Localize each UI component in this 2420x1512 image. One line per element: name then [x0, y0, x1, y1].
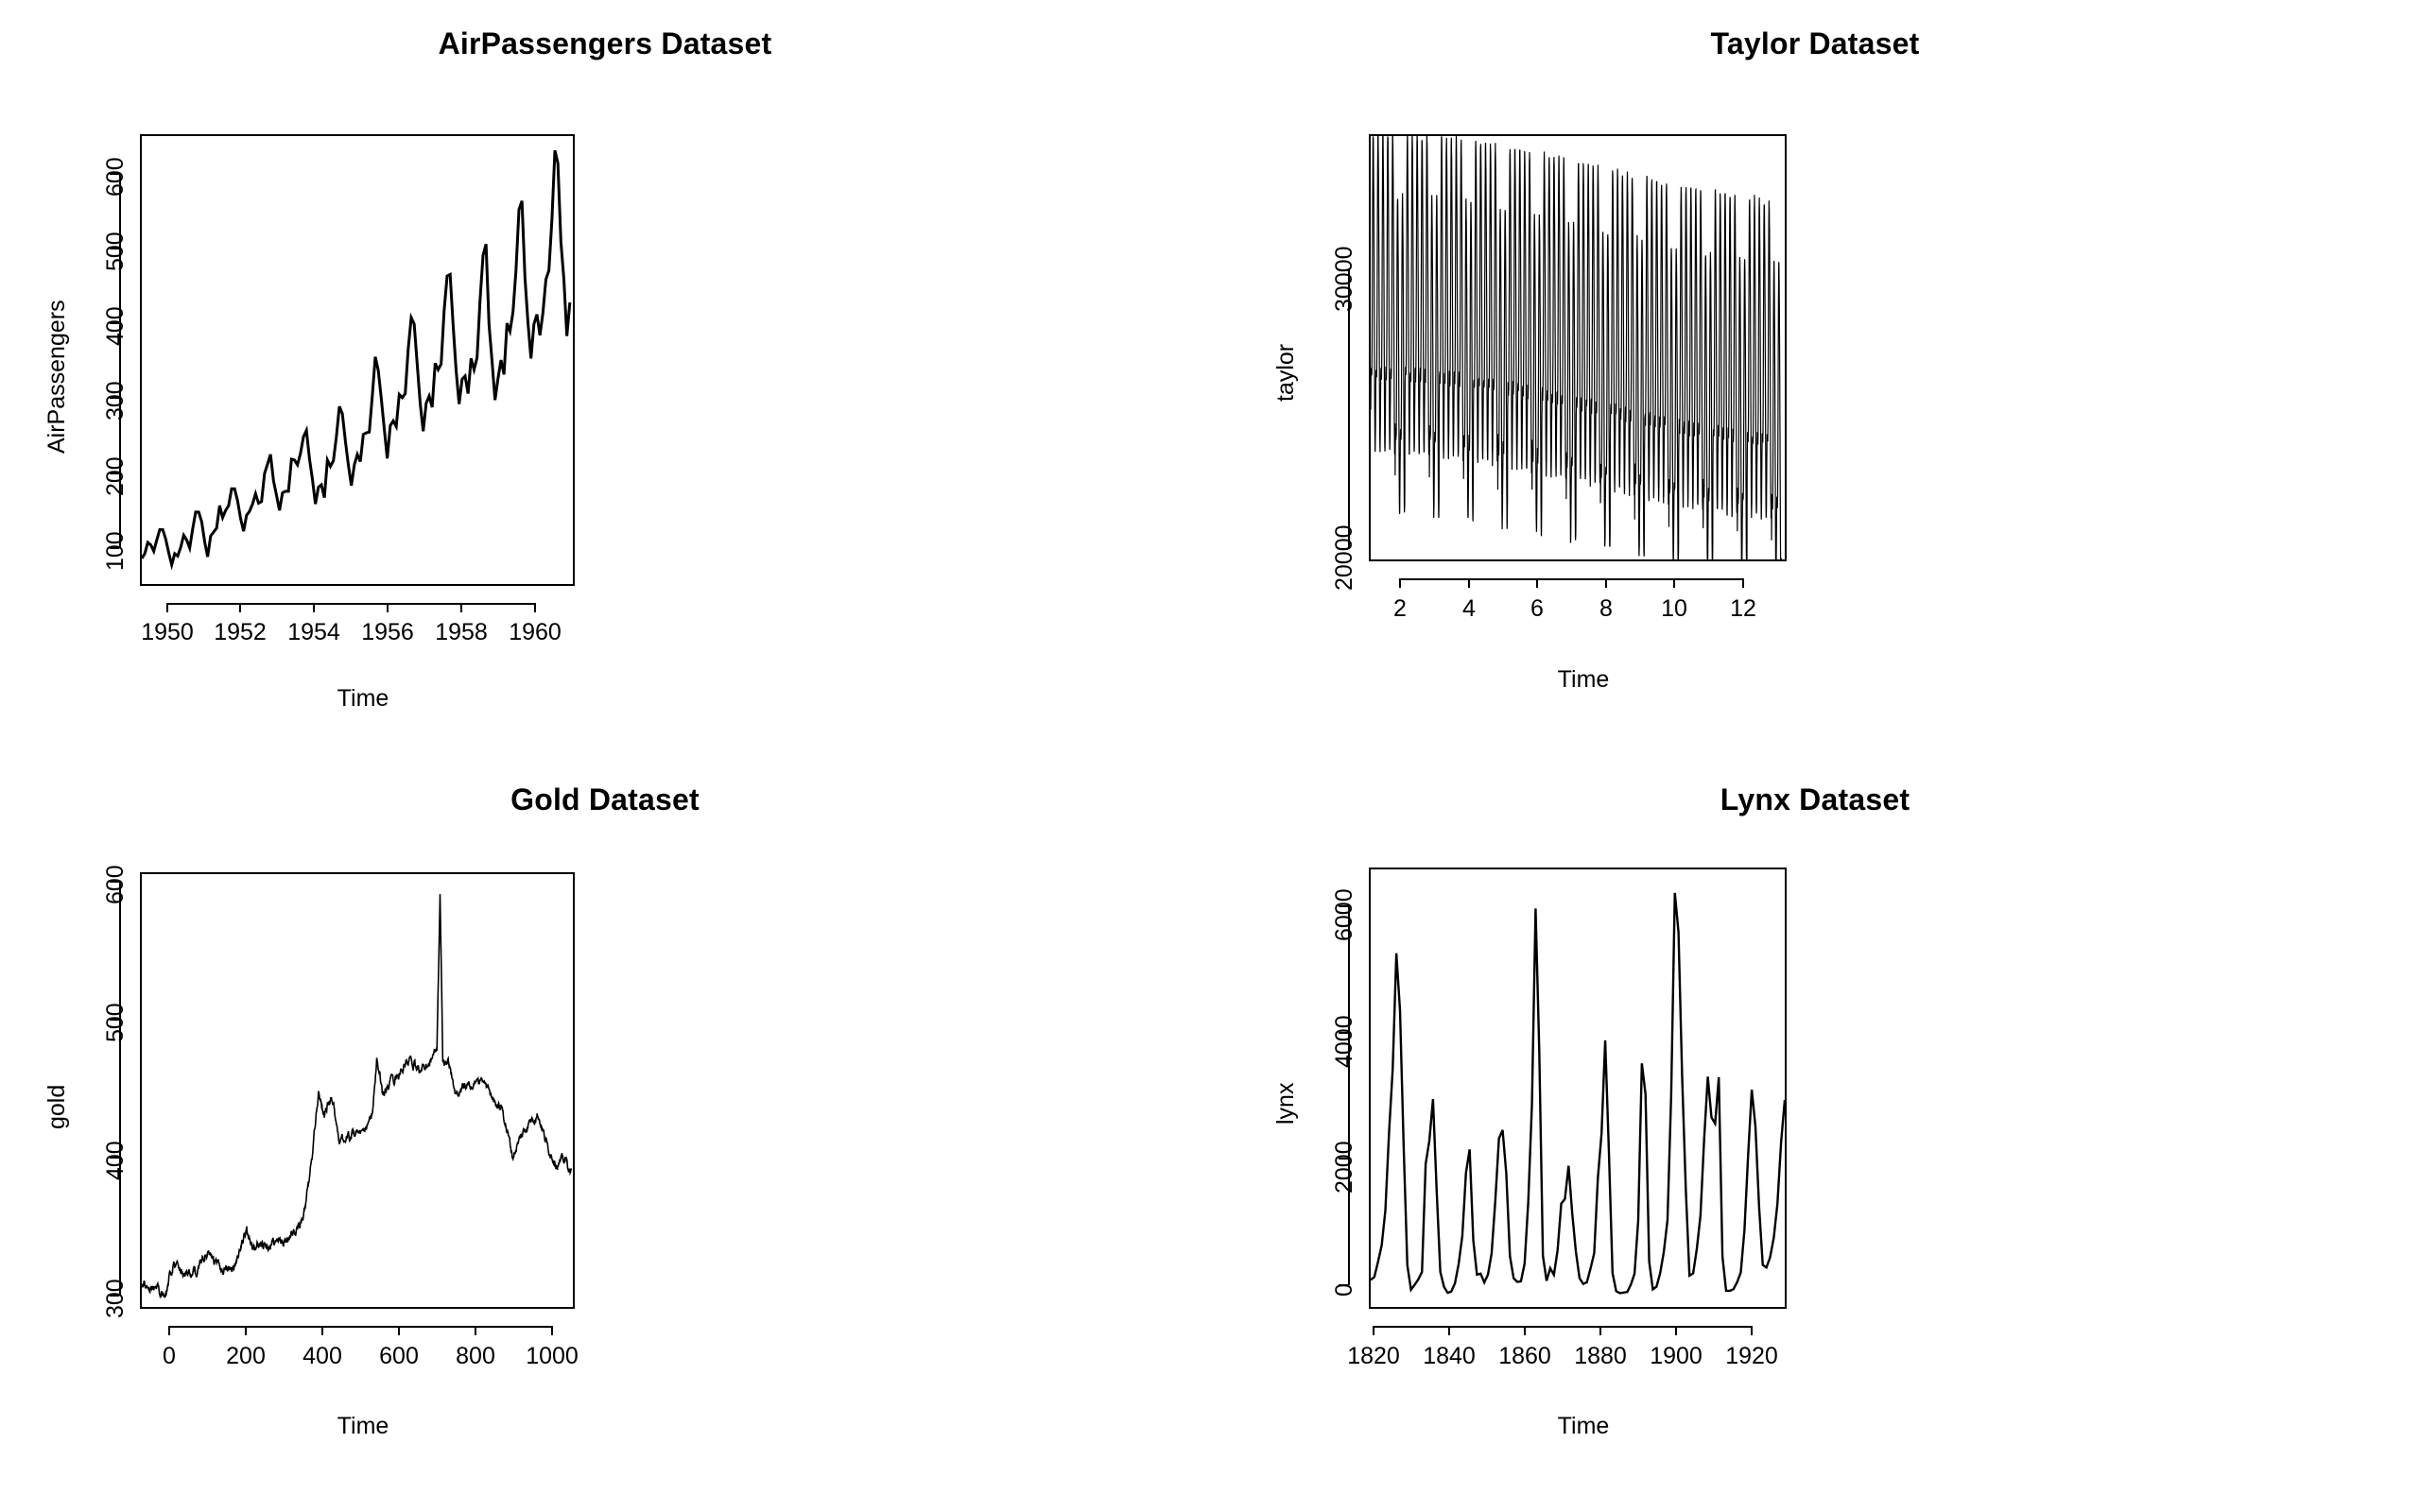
x-tick-airpassengers: [313, 603, 315, 612]
x-tick-label-gold: 1000: [526, 1343, 579, 1369]
y-tick-label-gold: 300: [102, 1279, 129, 1318]
x-tick-label-gold: 0: [163, 1343, 176, 1369]
chart-title-lynx: Lynx Dataset: [1720, 782, 1910, 816]
x-tick-taylor: [1468, 578, 1470, 588]
y-tick-label-airpassengers: 500: [102, 232, 129, 271]
chart-title-airpassengers: AirPassengers Dataset: [438, 26, 772, 60]
x-tick-taylor: [1673, 578, 1675, 588]
series-airpassengers: [142, 136, 573, 584]
panel-gold: [0, 756, 1210, 1512]
x-tick-taylor: [1742, 578, 1744, 588]
x-axis-line-lynx: [1373, 1326, 1751, 1328]
y-axis-label-taylor: taylor: [1272, 343, 1299, 402]
x-tick-label-gold: 400: [302, 1343, 342, 1369]
x-tick-label-airpassengers: 1956: [361, 619, 414, 645]
x-tick-label-lynx: 1920: [1725, 1343, 1778, 1369]
x-tick-airpassengers: [387, 603, 389, 612]
x-tick-gold: [398, 1326, 400, 1335]
y-tick-label-lynx: 0: [1331, 1283, 1357, 1297]
x-axis-label-taylor: Time: [1557, 666, 1610, 693]
series-lynx: [1371, 869, 1785, 1307]
plot-area-gold: [140, 872, 575, 1309]
plot-area-lynx: [1369, 868, 1787, 1309]
y-tick-label-taylor: 20000: [1331, 524, 1357, 591]
x-tick-gold: [245, 1326, 247, 1335]
y-tick-label-gold: 500: [102, 1003, 129, 1042]
y-tick-label-lynx: 6000: [1331, 888, 1357, 941]
x-tick-lynx: [1675, 1326, 1677, 1335]
x-tick-gold: [551, 1326, 553, 1335]
panel-lynx: [1210, 756, 2420, 1512]
y-tick-label-lynx: 2000: [1331, 1141, 1357, 1194]
x-tick-label-airpassengers: 1954: [287, 619, 340, 645]
x-tick-label-airpassengers: 1952: [214, 619, 267, 645]
x-tick-taylor: [1605, 578, 1607, 588]
x-tick-label-airpassengers: 1960: [509, 619, 562, 645]
x-tick-label-gold: 800: [456, 1343, 495, 1369]
x-axis-line-taylor: [1399, 578, 1742, 580]
x-tick-label-lynx: 1820: [1347, 1343, 1400, 1369]
x-axis-line-gold: [168, 1326, 552, 1328]
x-tick-label-airpassengers: 1950: [141, 619, 194, 645]
y-axis-label-lynx: lynx: [1272, 1082, 1299, 1125]
y-axis-label-airpassengers: AirPassengers: [43, 300, 70, 454]
y-axis-label-gold: gold: [43, 1084, 70, 1129]
x-tick-lynx: [1524, 1326, 1526, 1335]
x-tick-lynx: [1751, 1326, 1753, 1335]
x-tick-label-taylor: 10: [1661, 595, 1687, 622]
y-tick-label-airpassengers: 600: [102, 157, 129, 197]
x-tick-lynx: [1599, 1326, 1601, 1335]
x-tick-label-lynx: 1900: [1650, 1343, 1703, 1369]
x-tick-label-taylor: 2: [1393, 595, 1407, 622]
x-tick-lynx: [1448, 1326, 1450, 1335]
x-tick-airpassengers: [239, 603, 241, 612]
panel-taylor: [1210, 0, 2420, 756]
x-tick-label-gold: 200: [226, 1343, 266, 1369]
plot-area-airpassengers: [140, 134, 575, 586]
x-axis-label-lynx: Time: [1557, 1413, 1610, 1439]
x-tick-airpassengers: [534, 603, 536, 612]
x-tick-lynx: [1373, 1326, 1374, 1335]
x-tick-gold: [168, 1326, 170, 1335]
x-tick-airpassengers: [166, 603, 168, 612]
series-taylor: [1371, 136, 1785, 559]
x-tick-airpassengers: [460, 603, 462, 612]
chart-title-taylor: Taylor Dataset: [1710, 26, 1920, 60]
y-tick-label-gold: 400: [102, 1141, 129, 1180]
y-tick-label-airpassengers: 400: [102, 306, 129, 346]
x-axis-label-gold: Time: [337, 1413, 389, 1439]
x-tick-taylor: [1536, 578, 1538, 588]
x-tick-gold: [321, 1326, 323, 1335]
x-tick-label-lynx: 1880: [1574, 1343, 1627, 1369]
x-axis-line-airpassengers: [166, 603, 534, 605]
y-tick-label-gold: 600: [102, 865, 129, 904]
y-axis-line-gold: [119, 881, 121, 1296]
x-tick-label-airpassengers: 1958: [435, 619, 488, 645]
panel-airpassengers: [0, 0, 1210, 756]
x-tick-taylor: [1399, 578, 1401, 588]
chart-title-gold: Gold Dataset: [510, 782, 700, 816]
y-tick-label-airpassengers: 100: [102, 531, 129, 571]
y-tick-label-airpassengers: 200: [102, 456, 129, 496]
series-gold: [142, 874, 573, 1307]
x-tick-gold: [475, 1326, 476, 1335]
x-tick-label-lynx: 1840: [1423, 1343, 1476, 1369]
y-tick-label-taylor: 30000: [1331, 246, 1357, 312]
x-axis-label-airpassengers: Time: [337, 685, 389, 712]
y-tick-label-lynx: 4000: [1331, 1015, 1357, 1068]
x-tick-label-gold: 600: [379, 1343, 419, 1369]
x-tick-label-taylor: 4: [1462, 595, 1476, 622]
x-tick-label-lynx: 1860: [1498, 1343, 1551, 1369]
plot-area-taylor: [1369, 134, 1787, 561]
x-tick-label-taylor: 8: [1599, 595, 1613, 622]
x-tick-label-taylor: 12: [1730, 595, 1756, 622]
x-tick-label-taylor: 6: [1530, 595, 1544, 622]
y-tick-label-airpassengers: 300: [102, 381, 129, 421]
y-axis-line-lynx: [1348, 905, 1350, 1285]
